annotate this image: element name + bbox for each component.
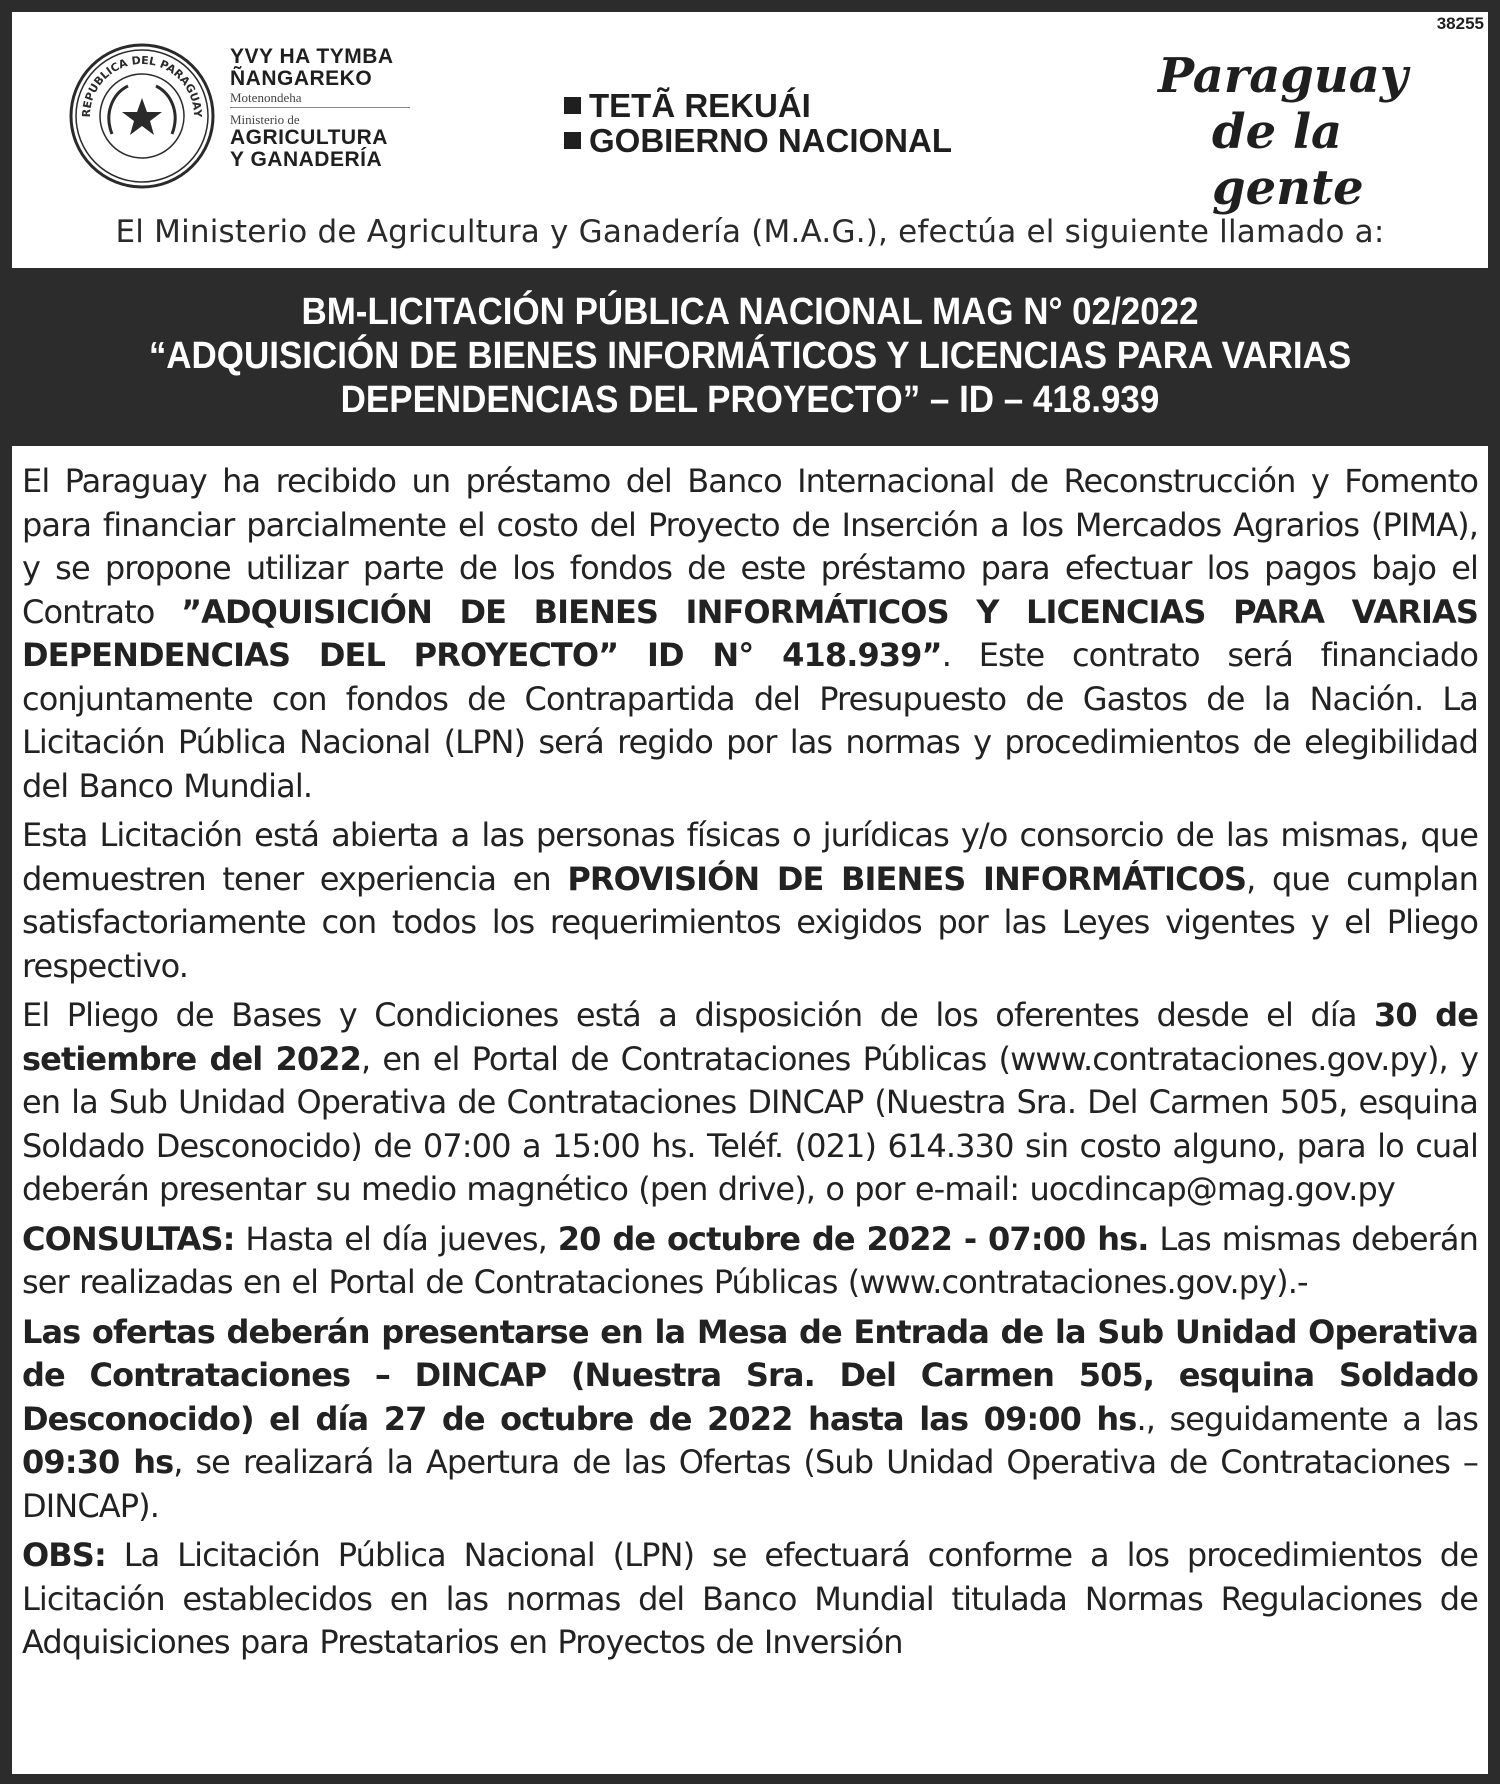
intro-text: El Ministerio de Agricultura y Ganadería (M.A.G.), efectúa el siguiente llamado a:: [115, 214, 1385, 250]
ministry-logo: [230, 46, 420, 171]
obs-label: OBS:: [22, 1536, 106, 1574]
consultas-label: CONSULTAS:: [22, 1219, 235, 1258]
loan-text: El Paraguay ha recibido un préstamo del Banco Internacional de Reconstrucción y Fomento para financiar parcialmente el costo del Proyecto de Inserción a los Mercados Agrarios (PIMA), y se propone utilizar parte de los fondos de este préstamo para efectuar los pagos bajo el Contrato: [22, 462, 1478, 631]
paragraph-obs: [22, 1534, 1478, 1665]
ad-number: 38255: [1436, 14, 1484, 33]
ministry-es-line-2: AGRICULTURA: [230, 126, 388, 149]
loan-text-end: . Este contrato será financiado conjuntamente con fondos de Contrapartida del Presupuesto de Gastos de la Nación. La Licitación Pública Nacional (LPN) será regido por las normas y procedimientos de elegibilidad del Banco Mundial.: [22, 636, 1478, 805]
paragraph-consultas: [22, 1218, 1478, 1305]
offers-text: ., seguidamente a las: [1136, 1399, 1478, 1438]
ministry-guarani-line-3: Motenondeha: [230, 90, 302, 105]
ministry-es-line-3: Y GANADERÍA: [230, 148, 383, 171]
title-band: [12, 268, 1488, 446]
opening-time: 09:30 hs: [22, 1443, 174, 1481]
national-seal-icon: [68, 42, 216, 190]
ministry-guarani-line-2: ÑANGAREKO: [230, 67, 373, 90]
slogan-line-2: de la gente: [1212, 104, 1364, 216]
ministry-es-line-1: Ministerio de: [230, 112, 300, 127]
paragraph-offers: [22, 1311, 1478, 1529]
slogan-logo: [1158, 48, 1448, 216]
offers-deadline: Las ofertas deberán presentarse en la Mesa de Entrada de la Sub Unidad Operativa de Contrataciones – DINCAP (Nuestra Sra. Del Carmen 505, esquina Soldado Desconocido) el día 27 de octubre de 2022 hasta las 09:00 hs: [22, 1312, 1478, 1438]
square-bullet-icon: [564, 132, 581, 149]
ministry-divider: [230, 107, 410, 108]
offers-text-end: , se realizará la Apertura de las Ofertas (Sub Unidad Operativa de Contrataciones – DINCAP).: [22, 1443, 1478, 1525]
slogan-line-1: Paraguay: [1158, 48, 1408, 104]
eligibility-text-end: , que cumplan satisfactoriamente con todos los requerimientos exigidos por las Leyes vigentes y el Pliego respectivo.: [22, 859, 1478, 985]
availability-date: 30 de setiembre del 2022: [22, 996, 1478, 1078]
gov-line-2: GOBIERNO NACIONAL: [589, 122, 952, 159]
bidding-docs-text: El Pliego de Bases y Condiciones está a disposición de los oferentes desde el día: [22, 996, 1375, 1034]
bidding-docs-text-end: , en el Portal de Contrataciones Públicas (www.contrataciones.gov.py), y en la Sub Unidad Operativa de Contrataciones DINCAP (Nuestra Sra. Del Carmen 505, esquina Soldado Desconocido) de 07:00 a 15:00 hs. Teléf. (021) 614.330 sin costo alguno, para lo cual deberán presentar su medio magnético (pen drive), o por e-mail: uocdincap@mag.gov.py: [22, 1039, 1478, 1208]
seal-text: REPUBLICA DEL PARAGUAY: [79, 53, 205, 118]
paragraph-bidding-docs: [22, 994, 1478, 1212]
paragraph-eligibility: [22, 814, 1478, 988]
gov-line-1: TETÃ REKUÁI: [589, 87, 811, 124]
eligibility-text: Esta Licitación está abierta a las personas físicas o jurídicas y/o consorcio de las mismas, que demuestren tener experiencia en: [22, 816, 1478, 898]
ad-body: [22, 460, 1478, 1671]
square-bullet-icon: [564, 97, 581, 114]
ad-header: [12, 12, 1488, 268]
government-logo: [564, 88, 952, 158]
paragraph-loan: [22, 460, 1478, 808]
newspaper-ad: [12, 12, 1488, 1774]
consultas-deadline: 20 de octubre de 2022 - 07:00 hs.: [557, 1219, 1149, 1258]
consultas-text: Hasta el día jueves,: [234, 1219, 558, 1258]
required-experience: PROVISIÓN DE BIENES INFORMÁTICOS: [567, 859, 1247, 898]
title-line-3: DEPENDENCIAS DEL PROYECTO” – ID – 418.939: [340, 379, 1160, 421]
contract-name: ”ADQUISICIÓN DE BIENES INFORMÁTICOS Y LICENCIAS PARA VARIAS DEPENDENCIAS DEL PROYECTO” ID N° 418.939”: [22, 592, 1478, 674]
title-line-2: “ADQUISICIÓN DE BIENES INFORMÁTICOS Y LICENCIAS PARA VARIAS: [148, 335, 1352, 377]
consultas-text-end: Las mismas deberán ser realizadas en el Portal de Contrataciones Públicas (www.contrataciones.gov.py).-: [22, 1219, 1479, 1301]
title-line-1: BM-LICITACIÓN PÚBLICA NACIONAL MAG N° 02/2022: [301, 291, 1199, 333]
ministry-guarani-line-1: YVY HA TYMBA: [230, 45, 394, 68]
obs-text: La Licitación Pública Nacional (LPN) se efectuará conforme a los procedimientos de Licitación establecidos en las normas del Banco Mundial titulada Normas Regulaciones de Adquisiciones para Prestatarios en Proyectos de Inversión: [22, 1536, 1478, 1661]
